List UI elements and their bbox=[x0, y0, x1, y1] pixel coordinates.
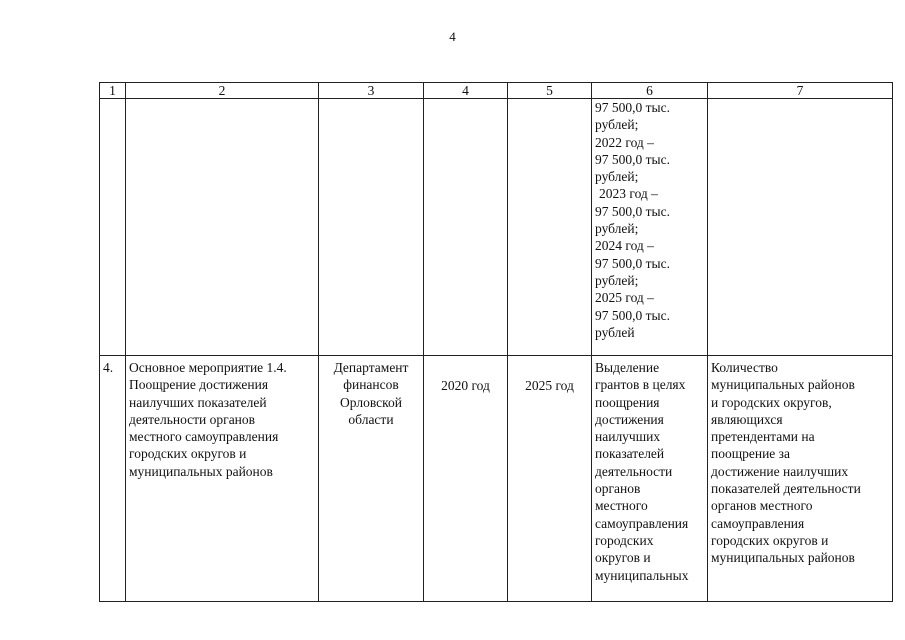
indicator-line: претендентами на bbox=[711, 429, 815, 445]
funding-cell bbox=[592, 99, 708, 356]
indicator-line: городских округов и bbox=[711, 532, 829, 548]
cont-cell-4 bbox=[424, 99, 508, 356]
funding-line: рублей; bbox=[595, 221, 639, 237]
activity-line: деятельности органов bbox=[129, 411, 256, 427]
activity-line: местного самоуправления bbox=[129, 429, 279, 445]
header-cell-3: 3 bbox=[319, 83, 424, 99]
funding-line: 97 500,0 тыс. bbox=[595, 255, 670, 271]
header-cell-2: 2 bbox=[126, 83, 319, 99]
indicator-line: муниципальных районов bbox=[711, 550, 855, 566]
row-4 bbox=[100, 356, 893, 602]
result-line: наилучших bbox=[595, 429, 661, 445]
funding-line: рублей; bbox=[595, 169, 639, 185]
page-number: 4 bbox=[449, 29, 456, 44]
funding-line: рублей bbox=[595, 324, 635, 340]
indicator-line: поощрение за bbox=[711, 446, 791, 462]
indicator-line: показателей деятельности bbox=[711, 481, 861, 497]
activity-line: муниципальных районов bbox=[129, 463, 273, 479]
indicator-line: Количество bbox=[711, 360, 778, 375]
funding-line: 2023 год – bbox=[599, 186, 658, 202]
activity-cell bbox=[126, 356, 319, 602]
indicator-line: являющихся bbox=[711, 411, 783, 427]
header-cell-4: 4 bbox=[424, 83, 508, 99]
result-line: самоуправления bbox=[595, 515, 689, 531]
result-line: деятельности bbox=[595, 463, 673, 479]
funding-line: 2024 год – bbox=[595, 238, 654, 254]
funding-line: 2022 год – bbox=[595, 134, 654, 150]
funding-line: рублей; bbox=[595, 117, 639, 133]
funding-line: 97 500,0 тыс. bbox=[595, 307, 670, 323]
result-cell bbox=[592, 356, 708, 602]
indicator-line: муниципальных районов bbox=[711, 377, 855, 393]
header-cell-6: 6 bbox=[592, 83, 708, 99]
funding-line: 97 500,0 тыс. bbox=[595, 151, 670, 167]
executor-cell bbox=[319, 356, 424, 602]
funding-line: 97 500,0 тыс. bbox=[595, 100, 670, 115]
activity-line: наилучших показателей bbox=[129, 394, 267, 410]
activity-line: Основное мероприятие 1.4. bbox=[129, 360, 287, 375]
funding-line: рублей; bbox=[595, 272, 639, 288]
result-line: показателей bbox=[595, 446, 665, 462]
indicator-cell bbox=[708, 356, 893, 602]
activity-line: Поощрение достижения bbox=[129, 377, 269, 393]
result-line: городских bbox=[595, 532, 654, 548]
result-line: Выделение bbox=[595, 360, 660, 375]
cont-cell-5 bbox=[508, 99, 592, 356]
cont-cell-3 bbox=[319, 99, 424, 356]
funding-line: 2025 год – bbox=[595, 290, 654, 306]
measures-table bbox=[99, 82, 893, 602]
result-line: округов и bbox=[595, 550, 651, 566]
executor-line: финансов bbox=[343, 377, 399, 393]
result-line: поощрения bbox=[595, 394, 660, 410]
row-number: 4. bbox=[100, 356, 126, 602]
cont-cell-2 bbox=[126, 99, 319, 356]
indicator-line: самоуправления bbox=[711, 515, 805, 531]
header-cell-7: 7 bbox=[708, 83, 893, 99]
header-row bbox=[100, 83, 893, 99]
cont-cell-1 bbox=[100, 99, 126, 356]
result-line: грантов в целях bbox=[595, 377, 686, 393]
indicator-line: и городских округов, bbox=[711, 394, 832, 410]
indicator-line: органов местного bbox=[711, 498, 813, 514]
result-line: местного bbox=[595, 498, 648, 514]
activity-line: городских округов и bbox=[129, 446, 247, 462]
start-year-cell: 2020 год bbox=[424, 356, 508, 602]
executor-line: Орловской bbox=[340, 394, 402, 410]
cont-cell-7 bbox=[708, 99, 893, 356]
indicator-line: достижение наилучших bbox=[711, 463, 849, 479]
result-line: органов bbox=[595, 481, 641, 497]
header-cell-1: 1 bbox=[100, 83, 126, 99]
executor-line: Департамент bbox=[333, 360, 409, 375]
end-year-cell: 2025 год bbox=[508, 356, 592, 602]
continuation-row bbox=[100, 99, 893, 356]
executor-line: области bbox=[348, 411, 394, 427]
result-line: достижения bbox=[595, 411, 664, 427]
funding-line: 97 500,0 тыс. bbox=[595, 203, 670, 219]
header-cell-5: 5 bbox=[508, 83, 592, 99]
result-line: муниципальных bbox=[595, 567, 689, 583]
